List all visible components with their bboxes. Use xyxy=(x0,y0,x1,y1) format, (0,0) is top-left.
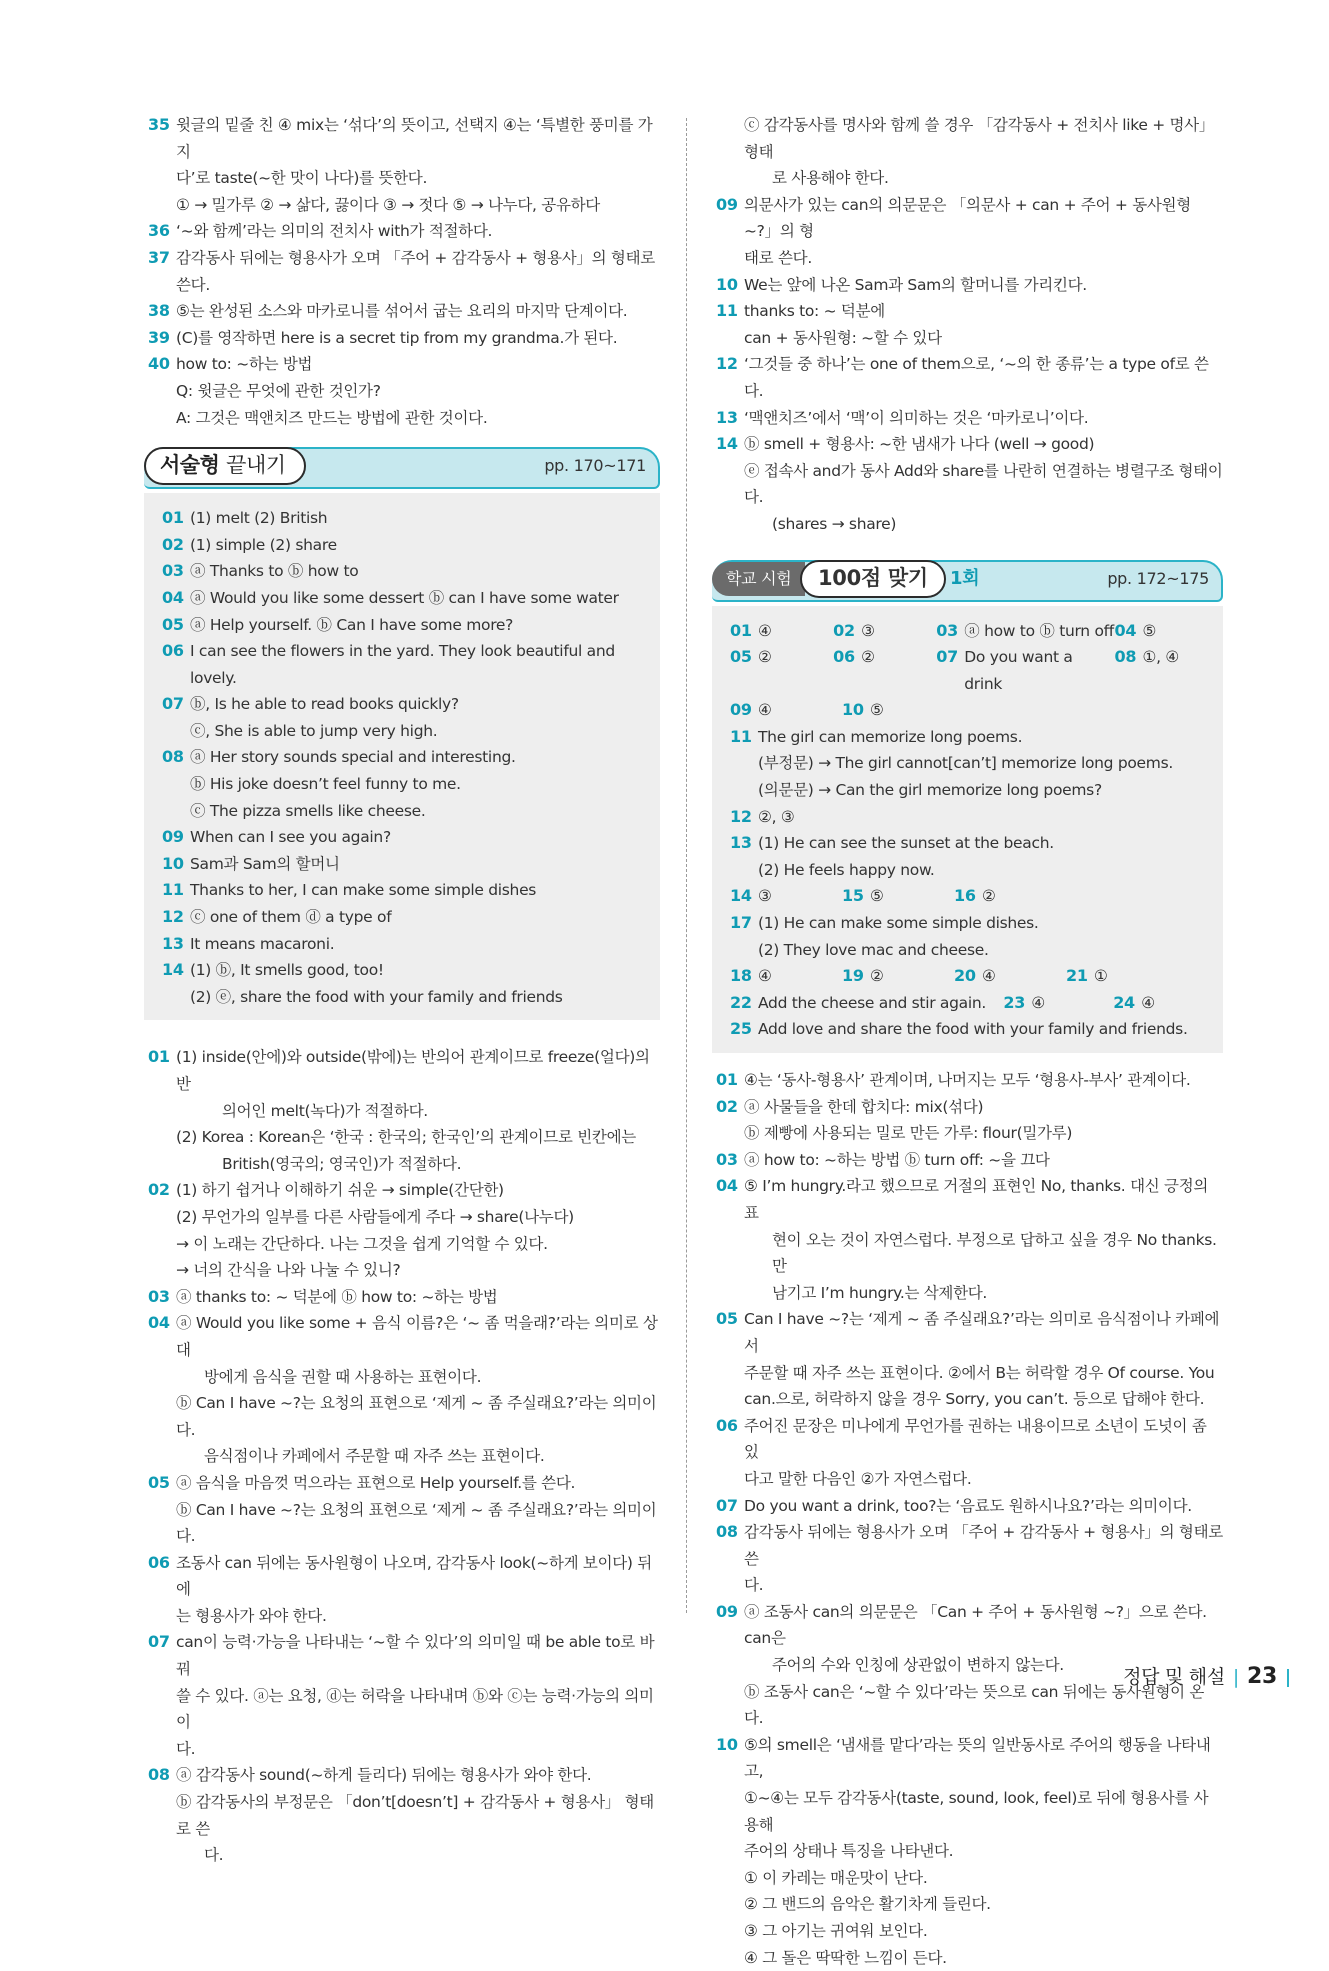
item-line: ‘그것들 중 하나’는 one of them으로, ‘~의 한 종류’는 a type of로 쓴다. xyxy=(744,355,1209,400)
answer-item xyxy=(716,1732,1223,1971)
item-line: (2) They love mac and cheese. xyxy=(758,940,989,959)
item-line: 남기고 I’m hungry.는 삭제한다. xyxy=(772,1283,988,1302)
answer-item xyxy=(716,1067,1223,1094)
answer-cell xyxy=(936,618,1114,645)
item-number: 07 xyxy=(936,647,958,667)
item-line: ‘~와 함께’라는 의미의 전치사 with가 적절하다. xyxy=(176,222,493,241)
item-line: (1) simple (2) share xyxy=(190,535,337,554)
item-number: 06 xyxy=(716,1415,738,1435)
item-number: 08 xyxy=(148,1765,170,1785)
answer-item xyxy=(716,431,1223,537)
item-line: ⓑ 조동사 can은 ‘~할 수 있다’라는 뜻으로 can 뒤에는 동사원형이 온다. xyxy=(744,1682,1205,1728)
item-number: 05 xyxy=(148,1472,170,1492)
page-footer xyxy=(1123,1662,1289,1689)
page-number: 23 xyxy=(1246,1664,1277,1689)
answer-item xyxy=(716,405,1223,432)
item-line: 감각동사 뒤에는 형용사가 오며 「주어 + 감각동사 + 형용사」의 형태로 쓴 xyxy=(744,1523,1223,1568)
item-line: ⓐ 감각동사 sound(~하게 들리다) 뒤에는 형용사가 와야 한다. xyxy=(176,1766,592,1785)
item-number: 14 xyxy=(162,960,184,980)
item-number: 13 xyxy=(716,407,738,427)
answer-text: ①, ④ xyxy=(1142,648,1179,667)
item-line: ⓐ 음식을 마음껏 먹으라는 표현으로 Help yourself.를 쓴다. xyxy=(176,1473,576,1492)
answer-item xyxy=(716,1306,1223,1412)
answer-row xyxy=(730,990,1223,1017)
item-line: ⓑ Can I have ~?는 요청의 표현으로 ‘제게 ~ 좀 주실래요?’라는 의미이다. xyxy=(176,1500,657,1546)
item-line: 의어인 melt(녹다)가 적절하다. xyxy=(222,1101,428,1120)
item-line: ⓑ, Is he able to read books quickly? xyxy=(190,695,459,714)
item-line: (2) ⓔ, share the food with your family and friends xyxy=(190,987,563,1006)
item-line: (1) 하기 쉽거나 이해하기 쉬운 → simple(간단한) xyxy=(176,1181,504,1200)
answer-text: ① xyxy=(1094,967,1108,986)
item-line: ① → 밀가루 ② → 삶다, 끓이다 ③ → 젓다 ⑤ → 나누다, 공유하다 xyxy=(176,195,600,214)
answer-item xyxy=(162,585,660,612)
answer-row xyxy=(730,883,1223,910)
item-line: ⓔ 접속사 and가 동사 Add와 share를 나란히 연결하는 병렬구조 형태이다. xyxy=(744,461,1223,507)
answer-item xyxy=(148,112,660,218)
item-line: ⓑ His joke doesn’t feel funny to me. xyxy=(190,775,461,794)
answer-item xyxy=(148,1044,660,1177)
item-number: 21 xyxy=(1066,966,1088,986)
item-line: 다. xyxy=(204,1846,224,1865)
answer-text: ④ xyxy=(1031,993,1046,1012)
item-line: ⓐ Would you like some dessert ⓑ can I have some water xyxy=(190,588,619,607)
item-number: 03 xyxy=(936,620,958,640)
answer-item xyxy=(162,638,660,691)
footer-end-bar xyxy=(1287,1669,1289,1687)
item-number: 23 xyxy=(1003,992,1026,1012)
item-number: 02 xyxy=(833,620,855,640)
item-line: ③ 그 아기는 귀여워 보인다. xyxy=(744,1922,928,1940)
item-line: lovely. xyxy=(190,668,237,687)
footer-label: 정답 및 해설 xyxy=(1123,1666,1225,1688)
answer-row xyxy=(730,963,1223,990)
answer-item xyxy=(716,1519,1223,1599)
answer-item xyxy=(162,824,660,851)
item-line: When can I see you again? xyxy=(190,828,391,847)
item-line: ⓐ 사물들을 한데 합치다: mix(섞다) xyxy=(744,1097,984,1116)
item-line: It means macaroni. xyxy=(190,934,335,953)
item-number: 10 xyxy=(716,274,738,294)
item-number: 37 xyxy=(148,247,170,267)
item-line: (C)를 영작하면 here is a secret tip from my grandma.가 된다. xyxy=(176,328,618,347)
item-line: We는 앞에 나온 Sam과 Sam의 할머니를 가리킨다. xyxy=(744,275,1087,294)
answer-item xyxy=(716,298,1223,351)
item-line: ②, ③ xyxy=(758,807,795,826)
answer-row xyxy=(730,697,1223,724)
answer-item xyxy=(162,558,660,585)
item-number: 25 xyxy=(730,1019,752,1039)
item-number: 09 xyxy=(716,194,738,214)
item-number: 05 xyxy=(162,614,184,634)
item-number: 02 xyxy=(148,1180,170,1200)
item-line: 방에게 음식을 권할 때 사용하는 표현이다. xyxy=(204,1367,482,1386)
item-number: 09 xyxy=(716,1601,738,1621)
answer-item xyxy=(148,325,660,352)
item-line: ⓐ Help yourself. ⓑ Can I have some more? xyxy=(190,615,514,634)
answer-item xyxy=(730,830,1223,883)
answer-cell xyxy=(1066,963,1178,990)
item-line: (의문문) → Can the girl memorize long poems? xyxy=(758,781,1102,800)
item-number: 04 xyxy=(1114,620,1137,640)
item-number: 36 xyxy=(148,221,170,241)
item-number: 18 xyxy=(730,966,752,986)
item-line: ⓑ 제빵에 사용되는 밀로 만든 가루: flour(밀가루) xyxy=(744,1124,1073,1143)
item-number: 22 xyxy=(730,992,752,1012)
item-line: ⓒ, She is able to jump very high. xyxy=(190,721,438,740)
item-number: 19 xyxy=(842,966,864,986)
item-number: 08 xyxy=(716,1522,738,1542)
school-test-tag: 학교 시험 xyxy=(712,562,805,596)
section-page-range: pp. 170~171 xyxy=(544,456,646,476)
item-line: (1) melt (2) British xyxy=(190,509,328,528)
answer-cell xyxy=(1115,644,1224,697)
footer-separator: | xyxy=(1232,1666,1239,1688)
answer-item xyxy=(162,851,660,878)
item-number: 13 xyxy=(730,833,752,853)
item-number: 11 xyxy=(730,726,752,746)
item-line: ⓑ smell + 형용사: ~한 냄새가 나다 (well → good) xyxy=(744,435,1095,454)
answer-item xyxy=(148,1284,660,1311)
item-line: 조동사 can 뒤에는 동사원형이 나오며, 감각동사 look(~하게 보이다) 뒤에 xyxy=(176,1553,652,1599)
item-line: Can I have ~?는 ‘제게 ~ 좀 주실래요?’라는 의미로 음식점이나 카페에서 xyxy=(744,1310,1220,1355)
item-number: 08 xyxy=(1114,647,1137,667)
item-number: 10 xyxy=(162,853,184,873)
item-line: Add love and share the food with your family and friends. xyxy=(758,1020,1188,1039)
item-number: 01 xyxy=(162,508,184,528)
item-number: 10 xyxy=(842,700,864,720)
answer-cell xyxy=(730,963,842,990)
answer-item xyxy=(148,298,660,325)
item-line: 다. xyxy=(744,1576,764,1595)
answer-text: ④ xyxy=(758,621,772,640)
answer-item xyxy=(716,351,1223,404)
item-line: ①~④는 모두 감각동사(taste, sound, look, feel)로 뒤에 형용사를 사용해 xyxy=(744,1789,1209,1834)
item-line: ⓐ Her story sounds special and interesting. xyxy=(190,748,516,767)
item-line: 음식점이나 카페에서 주문할 때 자주 쓰는 표현이다. xyxy=(204,1447,545,1466)
answer-text: ⑤ xyxy=(870,887,884,906)
answer-cell xyxy=(1113,990,1223,1017)
item-number: 02 xyxy=(162,534,184,554)
item-number: 11 xyxy=(162,880,184,900)
answer-text: ② xyxy=(982,887,996,906)
item-number: 14 xyxy=(716,434,738,454)
column-divider xyxy=(686,118,687,1613)
item-line: (1) He can see the sunset at the beach. xyxy=(758,834,1054,853)
item-line: ⑤는 완성된 소스와 마카로니를 섞어서 굽는 요리의 마지막 단계이다. xyxy=(176,302,628,321)
answer-text: ④ xyxy=(758,967,772,986)
item-number: 03 xyxy=(716,1149,738,1169)
answer-item xyxy=(730,1016,1223,1043)
item-number: 15 xyxy=(842,886,864,906)
item-line: thanks to: ~ 덕분에 xyxy=(744,302,885,321)
answer-item xyxy=(148,245,660,298)
answer-cell xyxy=(730,883,842,910)
item-line: British(영국의; 영국인)가 적절하다. xyxy=(222,1154,462,1173)
item-number: 09 xyxy=(730,700,752,720)
answer-item xyxy=(716,1413,1223,1493)
score-tag: 100점 맞기 xyxy=(800,560,946,598)
answer-cell xyxy=(842,883,954,910)
answer-text: ⓐ how to ⓑ turn off xyxy=(964,621,1114,640)
item-line: can이 능력·가능을 나타내는 ‘~할 수 있다’의 의미일 때 be able to로 바꿔 xyxy=(176,1633,655,1679)
item-line: 다. xyxy=(176,1739,196,1758)
answer-text: Add the cheese and stir again. xyxy=(758,993,986,1012)
item-line: ⓒ The pizza smells like cheese. xyxy=(190,801,426,820)
item-line: ⓐ how to: ~하는 방법 ⓑ turn off: ~을 끄다 xyxy=(744,1150,1050,1169)
item-line: 감각동사 뒤에는 형용사가 오며 「주어 + 감각동사 + 형용사」의 형태로 쓴다. xyxy=(176,248,655,294)
item-line: (부정문) → The girl cannot[can’t] memorize long poems. xyxy=(758,754,1173,773)
answer-cell xyxy=(730,990,1003,1017)
item-number: 38 xyxy=(148,301,170,321)
item-line: ⓒ 감각동사를 명사와 함께 쓸 경우 「감각동사 + 전치사 like + 명사」 형태 xyxy=(744,116,1215,161)
answer-item xyxy=(716,1493,1223,1520)
item-number: 13 xyxy=(162,933,184,953)
item-line: 쓸 수 있다. ⓐ는 요청, ⓓ는 허락을 나타내며 ⓑ와 ⓒ는 능력·가능의 의미이 xyxy=(176,1686,654,1732)
item-number: 12 xyxy=(162,907,184,927)
item-number: 01 xyxy=(716,1070,738,1089)
item-number: 16 xyxy=(954,886,976,906)
answer-item xyxy=(148,1470,660,1550)
item-line: ① 이 카레는 매운맛이 난다. xyxy=(744,1868,928,1887)
item-line: 는 형용사가 와야 한다. xyxy=(176,1606,327,1625)
answer-text: ③ xyxy=(861,621,875,640)
item-line: 윗글의 밑줄 친 ④ mix는 ‘섞다’의 뜻이고, 선택지 ④는 ‘특별한 풍미를 가지 xyxy=(176,116,653,161)
item-number: 24 xyxy=(1113,992,1135,1012)
item-line: 주어의 상태나 특징을 나타낸다. xyxy=(744,1842,954,1861)
answer-cell xyxy=(954,883,1066,910)
section-title-tag: 서술형 끝내기 xyxy=(144,447,306,485)
item-line: Q: 윗글은 무엇에 관한 것인가? xyxy=(176,381,381,400)
item-line: The girl can memorize long poems. xyxy=(758,727,1023,746)
item-line: 태로 쓴다. xyxy=(744,248,812,267)
item-line: ⓑ Can I have ~?는 요청의 표현으로 ‘제게 ~ 좀 주실래요?’라는 의미이다. xyxy=(176,1394,657,1439)
item-line: ⑤ I’m hungry.라고 했으므로 거절의 표현인 No, thanks. 대신 긍정의 표 xyxy=(744,1177,1209,1222)
answer-cell xyxy=(954,963,1066,990)
item-line: Do you want a drink, too?는 ‘음료도 원하시나요?’라는 의미이다. xyxy=(744,1496,1192,1515)
answer-cell xyxy=(1003,990,1113,1017)
item-line: 현이 오는 것이 자연스럽다. 부정으로 답하고 싶을 경우 No thanks.만 xyxy=(772,1230,1217,1276)
answer-item xyxy=(162,532,660,559)
answer-cell xyxy=(833,618,936,645)
answer-text: ② xyxy=(861,648,875,667)
answer-text: ② xyxy=(758,648,772,667)
item-line: (1) He can make some simple dishes. xyxy=(758,914,1039,933)
answer-text: ④ xyxy=(758,701,772,720)
item-line: ‘맥앤치즈’에서 ‘맥’이 의미하는 것은 ‘마카로니’이다. xyxy=(744,408,1089,427)
item-number: 39 xyxy=(148,327,170,347)
section-page-range: pp. 172~175 xyxy=(1107,568,1209,588)
answer-cell xyxy=(730,644,833,697)
round-label: 1회 xyxy=(950,567,980,589)
item-number: 04 xyxy=(148,1313,170,1333)
item-number: 09 xyxy=(162,827,184,847)
section-header-school-test xyxy=(712,560,1223,600)
item-line: 다고 말한 다음인 ②가 자연스럽다. xyxy=(744,1469,972,1488)
answer-item xyxy=(716,1094,1223,1147)
right-explanations xyxy=(716,1067,1223,1971)
item-line: can.으로, 허락하지 않을 경우 Sorry, you can’t. 등으로 답해야 한다. xyxy=(744,1390,1205,1409)
answer-cell xyxy=(730,697,842,724)
item-line: ④는 ‘동사-형용사’ 관계이며, 나머지는 모두 ‘형용사-부사’ 관계이다. xyxy=(744,1071,1191,1089)
item-line: (1) ⓑ, It smells good, too! xyxy=(190,961,384,980)
item-line: 다’로 taste(~한 맛이 나다)를 뜻한다. xyxy=(176,169,428,188)
item-line: → 이 노래는 간단하다. 나는 그것을 쉽게 기억할 수 있다. xyxy=(176,1234,548,1253)
item-line: ⑤의 smell은 ‘냄새를 맡다’라는 뜻의 일반동사로 주어의 행동을 나타내고, xyxy=(744,1735,1211,1781)
answer-cell xyxy=(842,697,954,724)
item-number: 01 xyxy=(730,620,752,640)
item-number: 10 xyxy=(716,1734,738,1754)
item-line: Sam과 Sam의 할머니 xyxy=(190,854,340,873)
answer-item xyxy=(162,744,660,824)
answer-text: ③ xyxy=(758,887,772,906)
left-top-explanations xyxy=(148,112,660,431)
item-number: 04 xyxy=(162,587,184,607)
item-number: 08 xyxy=(162,747,184,767)
answer-item xyxy=(148,1629,660,1762)
answer-item xyxy=(148,1550,660,1630)
answer-text: ⑤ xyxy=(1142,621,1157,640)
answer-item xyxy=(162,957,660,1010)
item-number: 06 xyxy=(833,647,855,667)
answer-text: ④ xyxy=(982,967,996,986)
item-line: 주어진 문장은 미나에게 무언가를 권하는 내용이므로 소년이 도넛이 좀 있 xyxy=(744,1416,1207,1462)
item-number: 05 xyxy=(730,647,752,667)
answer-text: ② xyxy=(870,967,884,986)
answer-item xyxy=(162,931,660,958)
answer-item xyxy=(148,351,660,431)
answer-row xyxy=(730,618,1223,645)
item-line: ④ 그 돌은 딱딱한 느낌이 든다. xyxy=(744,1948,947,1967)
item-line: → 너의 간식을 나와 나눌 수 있니? xyxy=(176,1261,401,1280)
item-number: 01 xyxy=(148,1047,170,1067)
answer-item xyxy=(148,218,660,245)
item-line: ⓐ 조동사 can의 의문문은 「Can + 주어 + 동사원형 ~?」으로 쓴다. can은 xyxy=(744,1602,1207,1648)
answer-item xyxy=(716,272,1223,299)
item-line: ⓐ thanks to: ~ 덕분에 ⓑ how to: ~하는 방법 xyxy=(176,1287,498,1306)
item-number: 07 xyxy=(148,1632,170,1652)
item-line: (2) He feels happy now. xyxy=(758,860,935,879)
item-line: ⓒ one of them ⓓ a type of xyxy=(190,908,392,927)
item-line: 의문사가 있는 can의 의문문은 「의문사 + can + 주어 + 동사원형 ~?」의 형 xyxy=(744,195,1191,241)
item-number: 12 xyxy=(716,354,738,374)
answer-box-school-test xyxy=(712,606,1223,1054)
answer-item xyxy=(716,112,1223,192)
answer-item xyxy=(162,691,660,744)
answer-item xyxy=(148,1762,660,1868)
answer-item xyxy=(148,1177,660,1283)
item-line: Thanks to her, I can make some simple dishes xyxy=(190,881,537,900)
answer-cell xyxy=(936,644,1114,697)
item-number: 03 xyxy=(148,1286,170,1306)
item-line: ② 그 밴드의 음악은 활기차게 들린다. xyxy=(744,1895,991,1914)
answer-item xyxy=(162,877,660,904)
answer-item xyxy=(162,505,660,532)
answer-cell xyxy=(842,963,954,990)
answer-row xyxy=(730,644,1223,697)
item-line: ⓐ Would you like some + 음식 이름?은 ‘~ 좀 먹을래?’라는 의미로 상대 xyxy=(176,1314,658,1359)
item-number: 07 xyxy=(716,1495,738,1515)
item-line: 주어의 수와 인칭에 상관없이 변하지 않는다. xyxy=(772,1656,1064,1675)
item-number: 05 xyxy=(716,1309,738,1329)
item-line: I can see the flowers in the yard. They look beautiful and xyxy=(190,642,615,661)
item-number: 02 xyxy=(716,1096,738,1116)
item-line: (shares → share) xyxy=(772,514,897,533)
left-explanations xyxy=(148,1044,660,1868)
item-line: A: 그것은 맥앤치즈 만드는 방법에 관한 것이다. xyxy=(176,408,488,427)
answer-item xyxy=(730,724,1223,804)
answer-item xyxy=(716,1147,1223,1174)
answer-text: ⑤ xyxy=(870,701,884,720)
item-number: 40 xyxy=(148,354,170,374)
item-line: (2) Korea : Korean은 ‘한국 : 한국의; 한국인’의 관계이므로 빈칸에는 xyxy=(176,1128,636,1147)
item-number: 07 xyxy=(162,694,184,714)
item-number: 03 xyxy=(162,561,184,581)
item-number: 14 xyxy=(730,886,752,906)
item-number: 11 xyxy=(716,301,738,321)
answer-item xyxy=(730,804,1223,831)
item-number: 35 xyxy=(148,115,170,134)
item-line: 로 사용해야 한다. xyxy=(772,169,889,188)
item-number: 12 xyxy=(730,806,752,826)
right-top-explanations xyxy=(716,112,1223,538)
item-number: 20 xyxy=(954,966,976,986)
item-number: 06 xyxy=(162,641,184,661)
answer-text: ④ xyxy=(1141,993,1155,1012)
answer-item xyxy=(148,1310,660,1470)
left-column xyxy=(148,112,660,1869)
item-line: ⓐ Thanks to ⓑ how to xyxy=(190,562,359,581)
answer-cell xyxy=(730,618,833,645)
answer-item xyxy=(730,910,1223,963)
item-line: can + 동사원형: ~할 수 있다 xyxy=(744,328,942,347)
answer-item xyxy=(162,904,660,931)
item-line: 주문할 때 자주 쓰는 표현이다. ②에서 B는 허락할 경우 Of course. You xyxy=(744,1363,1215,1382)
answer-item xyxy=(716,192,1223,272)
answer-cell xyxy=(1115,618,1224,645)
item-number: 04 xyxy=(716,1176,738,1196)
answer-text: Do you want a drink xyxy=(964,648,1073,693)
section-header-descriptive xyxy=(144,447,660,487)
answer-cell xyxy=(833,644,936,697)
item-line: how to: ~하는 방법 xyxy=(176,355,313,374)
right-column xyxy=(716,112,1223,1971)
answer-item xyxy=(162,612,660,639)
item-line: (2) 무언가의 일부를 다른 사람들에게 주다 → share(나누다) xyxy=(176,1207,574,1226)
answer-item xyxy=(716,1173,1223,1306)
answer-box-descriptive xyxy=(144,493,660,1020)
item-number: 17 xyxy=(730,913,752,933)
item-line: (1) inside(안에)와 outside(밖에)는 반의어 관계이므로 freeze(얼다)의 반 xyxy=(176,1048,650,1093)
item-number: 06 xyxy=(148,1552,170,1572)
item-line: ⓑ 감각동사의 부정문은 「don’t[doesn’t] + 감각동사 + 형용사」 형태로 쓴 xyxy=(176,1793,654,1838)
